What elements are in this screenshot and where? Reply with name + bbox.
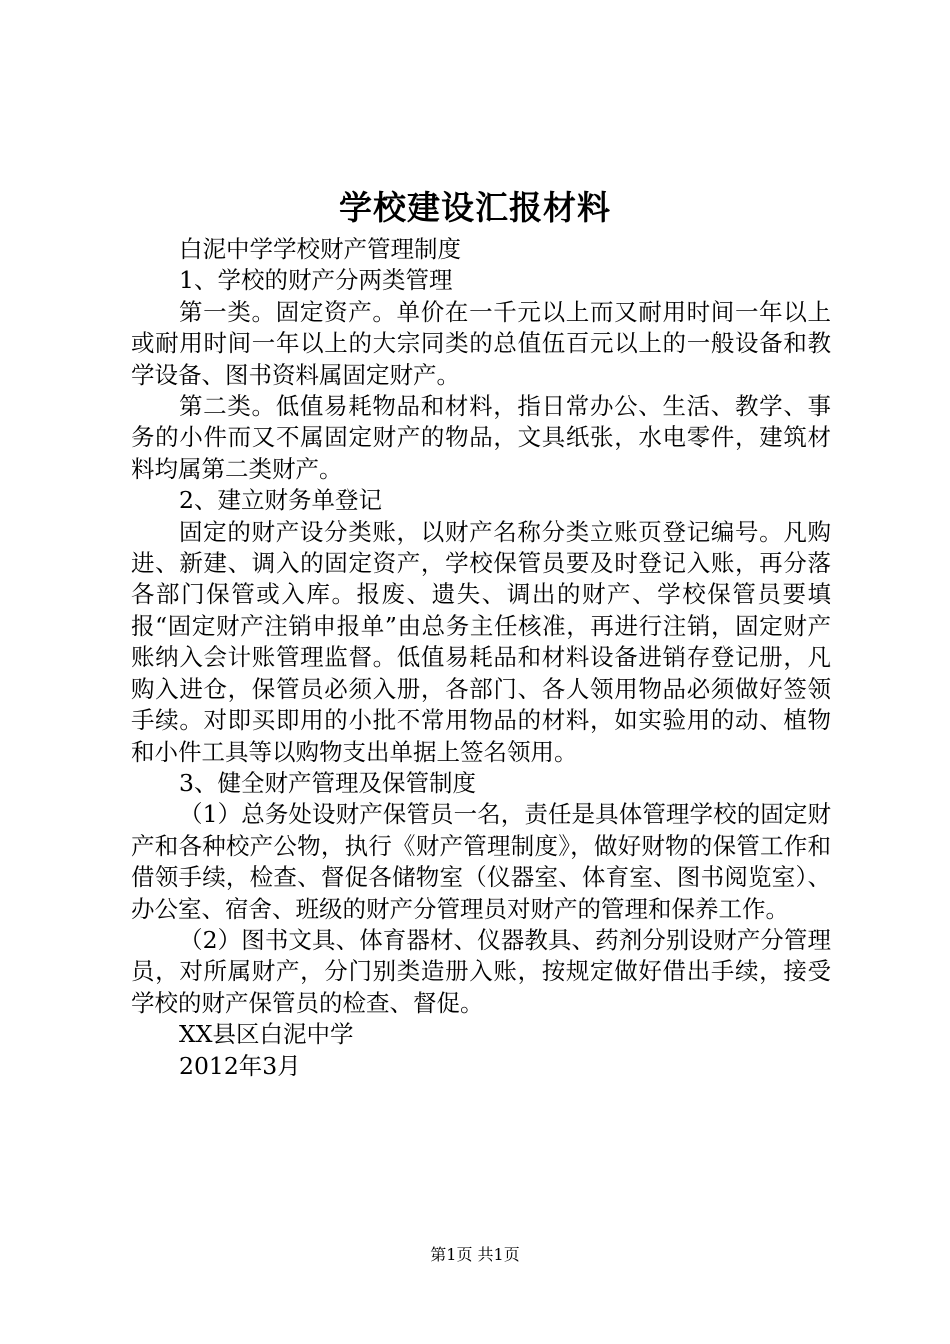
page-footer: 第1页 共1页: [430, 1245, 520, 1264]
section-3-heading: 3、健全财产管理及保管制度: [179, 768, 476, 797]
registration-paragraph: 固定的财产设分类账，以财产名称分类立账页登记编号。凡购进、新建、调入的固定资产，学校保管员要及时登记入账，再分落各部门保管或入库。报废、遗失、调出的财产、学校保管员要填报“固定财产注销申报单”由总务主任核准，再进行注销，固定财产账纳入会计账管理监督。低值易耗品和材料设备进销存登记册，凡购入进仓，保管员必须入册，各部门、各人领用物品必须做好签领手续。对即买即用的小批不常用物品的材料，如实验用的动、植物和小件工具等以购物支出单据上签名领用。: [131, 517, 831, 766]
section-1-heading: 1、学校的财产分两类管理: [179, 266, 453, 295]
signature-date: 2012年3月: [179, 1051, 301, 1080]
category-1-paragraph: 第一类。固定资产。单价在一千元以上而又耐用时间一年以上或耐用时间一年以上的大宗同类的总值伍百元以上的一般设备和教学设备、图书资料属固定财产。: [131, 297, 831, 389]
school-rules-heading: 白泥中学学校财产管理制度: [179, 235, 461, 263]
item-2-paragraph: （2）图书文具、体育器材、仪器教具、药剂分别设财产分管理员，对所属财产，分门别类造册入账，按规定做好借出手续，接受学校的财产保管员的检查、督促。: [131, 925, 831, 1017]
item-1-paragraph: （1）总务处设财产保管员一名，责任是具体管理学校的固定财产和各种校产公物，执行《财产管理制度》，做好财物的保管工作和借领手续，检查、督促各储物室（仪器室、体育室、图书阅览室）、办公室、宿舍、班级的财产分管理员对财产的管理和保养工作。: [131, 800, 831, 923]
signature-school: XX县区白泥中学: [179, 1020, 354, 1049]
document-title: 学校建设汇报材料: [339, 188, 611, 227]
section-2-heading: 2、建立财务单登记: [179, 486, 382, 515]
category-2-paragraph: 第二类。低值易耗物品和材料，指日常办公、生活、教学、事务的小件而又不属固定财产的物品，文具纸张，水电零件，建筑材料均属第二类财产。: [131, 392, 831, 483]
document-body: [131, 234, 831, 1082]
